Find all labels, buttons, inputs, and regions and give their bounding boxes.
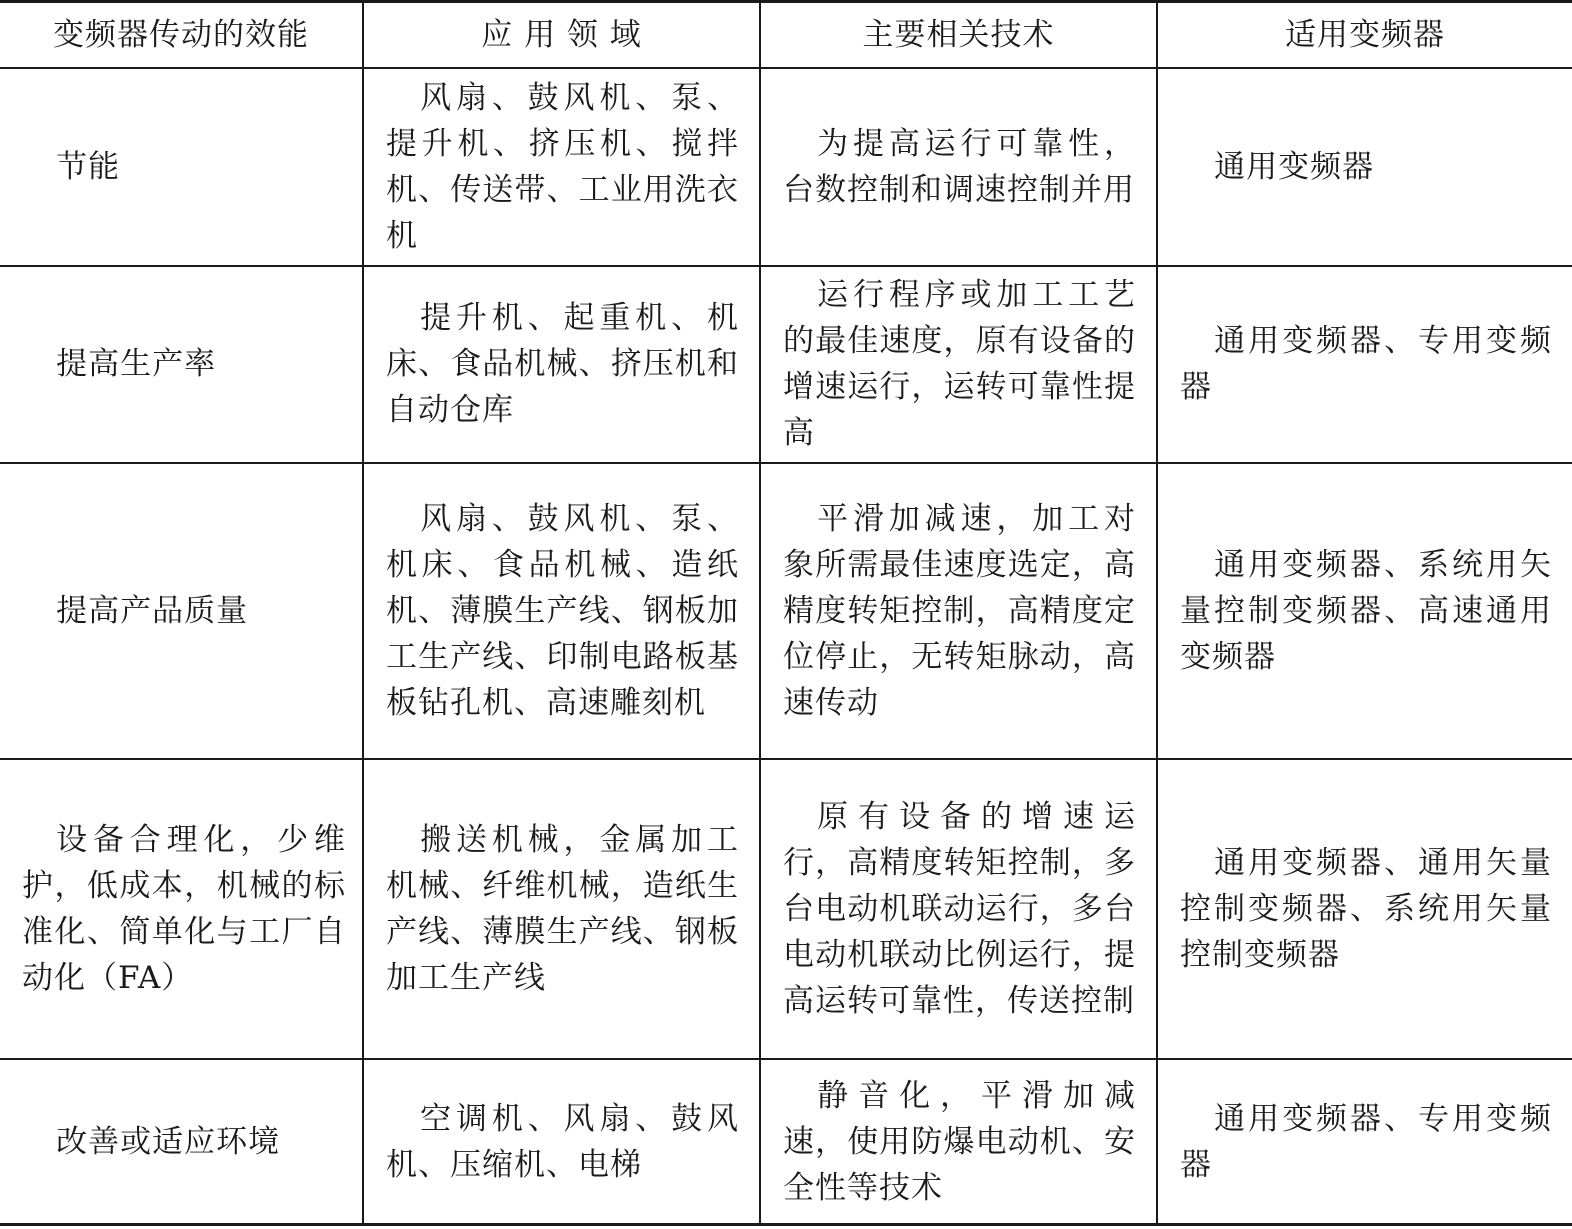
tech-cell: 为提高运行可靠性，台数控制和调速控制并用 [783,125,1136,208]
effect-cell: 改善或适应环境 [56,1123,281,1160]
effect-cell: 设备合理化，少维护，低成本，机械的标准化、简单化与工厂自动化（FA） [22,822,346,997]
field-cell: 风扇、鼓风机、泵、提升机、挤压机、搅拌机、传送带、工业用洗衣机 [386,79,739,254]
field-cell: 提升机、起重机、机床、食品机械、挤压机和自动仓库 [386,300,739,429]
tech-cell: 运行程序或加工工艺的最佳速度，原有设备的增速运行，运转可靠性提高 [783,277,1136,452]
inverter-cell: 通用变频器、专用变频器 [1180,323,1552,406]
inverter-cell: 通用变频器、系统用矢量控制变频器、高速通用变频器 [1180,546,1552,675]
table-row [0,759,1572,1059]
inverter-cell: 通用变频器 [1214,148,1375,185]
header-inverter: 适用变频器 [1157,2,1572,68]
table-row [0,463,1572,759]
effect-cell: 提高产品质量 [56,592,249,629]
table-row [0,68,1572,266]
header-effect: 变频器传动的效能 [0,2,363,68]
inverter-cell: 通用变频器、通用矢量控制变频器、系统用矢量控制变频器 [1180,845,1552,974]
inverter-cell: 通用变频器、专用变频器 [1180,1100,1552,1183]
header-field: 应 用 领 域 [363,2,760,68]
tech-cell: 静音化，平滑加减速，使用防爆电动机、安全性等技术 [783,1077,1136,1206]
header-tech: 主要相关技术 [760,2,1157,68]
header-row [0,2,1572,68]
field-cell: 空调机、风扇、鼓风机、压缩机、电梯 [386,1100,739,1183]
effect-cell: 提高生产率 [56,346,217,383]
field-cell: 搬送机械，金属加工机械、纤维机械，造纸生产线、薄膜生产线、钢板加工生产线 [386,822,739,997]
tech-cell: 平滑加减速，加工对象所需最佳速度选定，高精度转矩控制，高精度定位停止，无转矩脉动，高速传动 [783,500,1136,721]
tech-cell: 原有设备的增速运行，高精度转矩控制，多台电动机联动运行，多台电动机联动比例运行，提高运转可靠性，传送控制 [783,799,1136,1020]
table-row [0,1059,1572,1224]
table-row [0,266,1572,463]
effect-cell: 节能 [56,148,121,185]
field-cell: 风扇、鼓风机、泵、机床、食品机械、造纸机、薄膜生产线、钢板加工生产线、印制电路板基板钻孔机、高速雕刻机 [386,500,739,721]
